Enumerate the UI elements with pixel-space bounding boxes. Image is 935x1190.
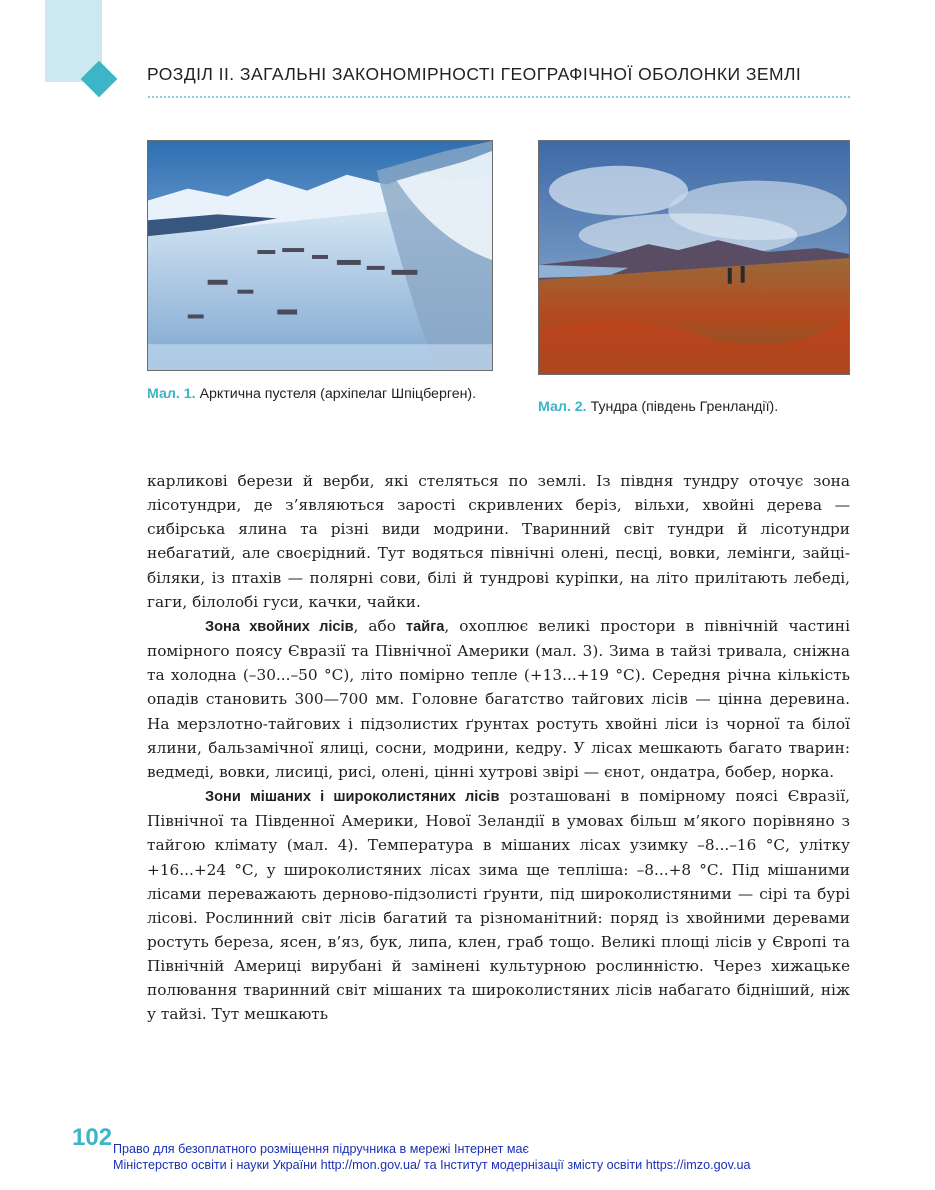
paragraph-tundra: карликові берези й верби, які стеляться по землі. Із півдня тундру оточує зона лісотундри, де з’являються зарості скривлених беріз, вільхи, хвойні дерева — сибірська ялина та різні види модрини. Тваринний світ тундри й лісотундри небагатий, але своєрідний. Тут водяться північні олені, песці, вовки, лемінги, зайці-біляки, із птахів — полярні сови, білі й тундрові куріпки, на літо прилітають лебеді, гаги, білолобі гуси, качки, чайки.: [147, 472, 850, 611]
photo-tundra: [538, 140, 850, 375]
header-dotted-rule: [147, 94, 850, 100]
photo-arctic-desert: [147, 140, 493, 371]
body-text: [147, 469, 850, 1027]
figure-caption-1: [147, 384, 477, 405]
figure-caption-2: [538, 397, 868, 418]
term-coniferous-zone: Зона хвойних лісів: [205, 618, 354, 635]
term-taiga: тайга: [405, 618, 445, 635]
text-fragment: , або: [353, 616, 406, 635]
term-mixed-broadleaf-zones: Зони мішаних і широколистяних лісів: [205, 789, 500, 806]
text-fragment: розташовані в помірному поясі Євразії, Північної та Південної Америки, Нової Зеландії в умовах більш м’якого порівняно з тайгою клімату (мал. 4). Температура в мішаних лісах узимку –8...–16 °С, улітку +16...+24 °С, у широколистяних лісах зима ще тепліша: –8...+8 °С. Під мішаними лісами переважають дерново-підзолисті ґрунти, під широколистяними — сірі та бурі лісові. Рослинний світ лісів багатий та різноманітний: поряд із хвойними деревами ростуть береза, ясен, в’яз, бук, липа, клен, граб тощо. Великі площі лісів у Європі та Північній Америці вирубані й замінені культурною рослинністю. Через хижацьке полювання тваринний світ мішаних та широколистяних лісів набагато бідніший, ніж у тайзі. Тут мешкають: [147, 787, 850, 1024]
chapter-title: РОЗДІЛ ІІ. ЗАГАЛЬНІ ЗАКОНОМІРНОСТІ ГЕОГРАФІЧНОЇ ОБОЛОНКИ ЗЕМЛІ: [147, 64, 802, 84]
figure-caption-text: Арктична пустеля (архіпелаг Шпіцберген).: [199, 386, 477, 402]
footer-line-2: Міністерство освіти і науки України http://mon.gov.ua/ та Інститут модернізації змісту освіти https://imzo.gov.ua: [113, 1158, 751, 1172]
footer-notice: [113, 1141, 750, 1173]
paragraph-mixed-forests: [147, 784, 850, 1027]
page-number: 102: [72, 1124, 113, 1151]
figure-caption-text: Тундра (південь Гренландії).: [590, 399, 779, 415]
footer-line-1: Право для безоплатного розміщення підручника в мережі Інтернет має: [113, 1142, 529, 1156]
paragraph-taiga: [147, 614, 850, 784]
text-fragment: , охоплює великі простори в північній частині помірного поясу Євразії та Північної Америки (мал. 3). Зима в тайзі тривала, сніжна та холодна (–30...–50 °С), літо помірно тепле (+13...+19 °С). Середня річна кількість опадів становить 300—700 мм. Головне багатство тайгових лісів — цінна деревина. На мерзлотно-тайгових і підзолистих ґрунтах ростуть хвойні ліси із чорної та білої ялини, бальзамічної ялиці, сосни, модрини, кедру. У лісах мешкають багато тварин: ведмеді, вовки, лисиці, рисі, олені, цінні хутрові звірі — єнот, ондатра, бобер, норка.: [147, 616, 850, 781]
figure-label: Мал. 1.: [147, 386, 196, 402]
figure-label: Мал. 2.: [538, 399, 587, 415]
